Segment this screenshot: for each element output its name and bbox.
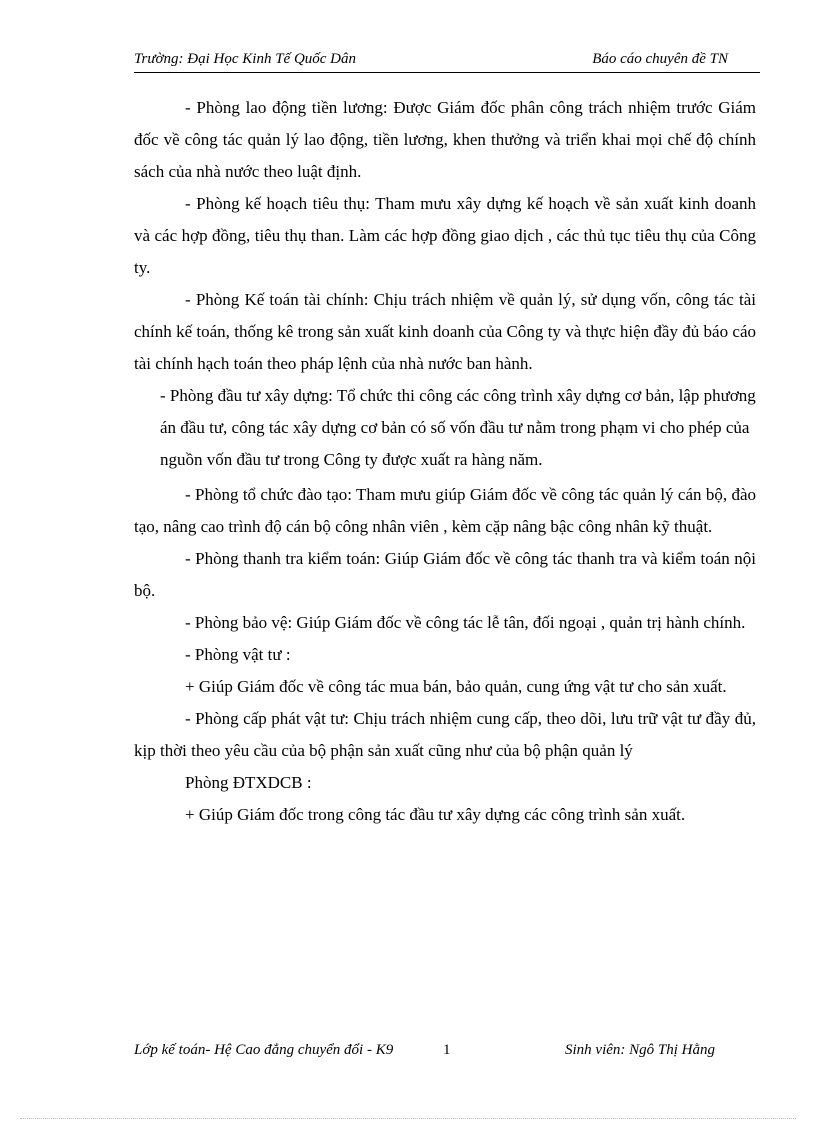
- paragraph-finance-accounting: - Phòng Kế toán tài chính: Chịu trách nhiệm về quản lý, sử dụng vốn, công tác tài chính kế toán, thống kê trong sản xuất kinh doanh của Công ty và thực hiện đầy đủ báo cáo tài chính hạch toán theo pháp lệnh của nhà nước ban hành.: [134, 290, 756, 373]
- footer-class: Lớp kế toán- Hệ Cao đẳng chuyển đổi - K9: [134, 1042, 394, 1058]
- page-number: 1: [443, 1042, 451, 1058]
- paragraph-security: - Phòng bảo vệ: Giúp Giám đốc về công tác lễ tân, đối ngoại , quản trị hành chính.: [185, 613, 746, 632]
- paragraph-dtxdcb-detail: + Giúp Giám đốc trong công tác đầu tư xây dựng các công trình sản xuất.: [185, 805, 686, 824]
- paragraph-inspection-audit: - Phòng thanh tra kiểm toán: Giúp Giám đốc về công tác thanh tra và kiểm toán nội bộ.: [134, 549, 756, 600]
- document-body: [134, 92, 756, 831]
- paragraph-materials-detail: + Giúp Giám đốc về công tác mua bán, bảo quản, cung ứng vật tư cho sản xuất.: [185, 677, 727, 696]
- page-header: [134, 48, 760, 73]
- paragraph-investment-construction: - Phòng đầu tư xây dựng: Tổ chức thi công các công trình xây dựng cơ bản, lập phương án đầu tư, công tác xây dựng cơ bản có số vốn đầu tư nằm trong phạm vi cho phép của nguồn vốn đầu tư trong Công ty được xuất ra hàng năm.: [160, 386, 756, 469]
- header-school: Trường: Đại Học Kinh Tế Quốc Dân: [134, 51, 357, 67]
- paragraph-materials-supply: - Phòng cấp phát vật tư: Chịu trách nhiệm cung cấp, theo dõi, lưu trữ vật tư đầy đủ, kịp thời theo yêu cầu của bộ phận sản xuất cũng như của bộ phận quản lý: [134, 709, 756, 760]
- paragraph-planning-sales: - Phòng kế hoạch tiêu thụ: Tham mưu xây dựng kế hoạch về sản xuất kinh doanh và các hợp đồng, tiêu thụ than. Làm các hợp đồng giao dịch , các thủ tục tiêu thụ của Công ty.: [134, 194, 756, 277]
- paragraph-organization-training: - Phòng tổ chức đào tạo: Tham mưu giúp Giám đốc về công tác quản lý cán bộ, đào tạo, nâng cao trình độ cán bộ công nhân viên , kèm cặp nâng bậc công nhân kỹ thuật.: [134, 485, 756, 536]
- footer-student: Sinh viên: Ngô Thị Hằng: [565, 1042, 715, 1058]
- paragraph-materials-heading: - Phòng vật tư :: [185, 645, 291, 664]
- page-bottom-divider: [20, 1118, 796, 1119]
- header-report-title: Báo cáo chuyên đề TN: [592, 51, 728, 67]
- paragraph-dtxdcb-heading: Phòng ĐTXDCB :: [185, 773, 312, 792]
- paragraph-labor-salary: - Phòng lao động tiền lương: Được Giám đốc phân công trách nhiệm trước Giám đốc về công tác quản lý lao động, tiền lương, khen thưởng và triển khai mọi chế độ chính sách của nhà nước theo luật định.: [134, 98, 756, 181]
